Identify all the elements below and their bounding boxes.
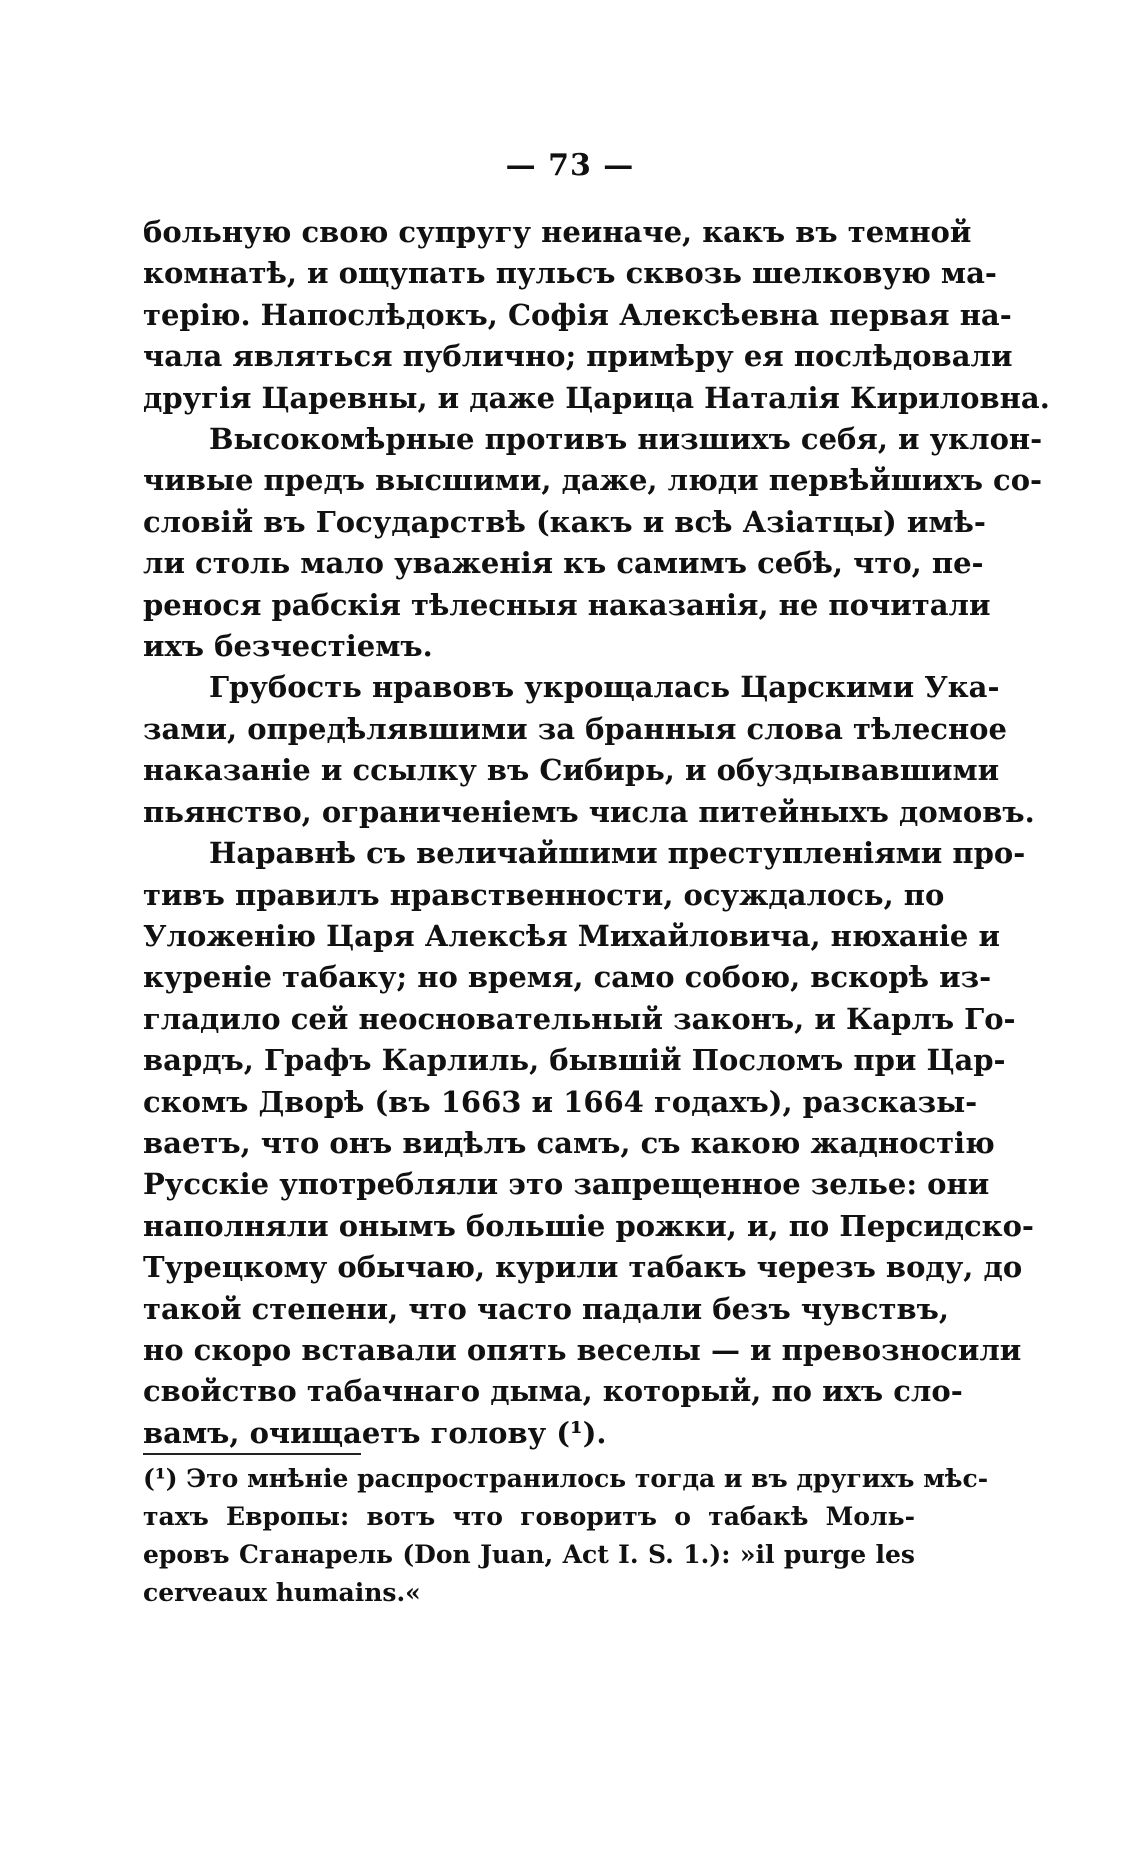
text-line: словій въ Государствѣ (какъ и всѣ Азіатцы) имѣ- xyxy=(143,504,986,539)
text-line: наказаніе и ссылку въ Сибирь, и обуздывавшими xyxy=(143,753,1000,788)
text-line: но скоро вставали опять веселы — и превозносили xyxy=(143,1332,1022,1367)
text-line: ли столь мало уваженія къ самимъ себѣ, что, пе- xyxy=(143,546,984,581)
text-line: зами, опредѣлявшими за бранныя слова тѣлесное xyxy=(143,711,1007,746)
text-line: тивъ правилъ нравственности, осуждалось, по xyxy=(143,877,945,912)
footnote xyxy=(143,1460,989,1612)
text-line: скомъ Дворѣ (въ 1663 и 1664 годахъ), разсказы- xyxy=(143,1084,978,1119)
footnote-divider xyxy=(143,1453,361,1455)
text-line: терію. Напослѣдокъ, Софія Алексѣевна первая на- xyxy=(143,297,1012,332)
text-line: вамъ, очищаетъ голову (¹). xyxy=(143,1415,607,1450)
text-line: ренося рабскія тѣлесныя наказанія, не почитали xyxy=(143,587,991,622)
text-line: Наравнѣ съ величайшими преступленіями про- xyxy=(209,836,1026,871)
footnote-line: cerveaux humains.« xyxy=(143,1578,421,1607)
paragraph-1 xyxy=(143,212,1050,419)
text-line: чала являться публично; примѣру ея послѣдовали xyxy=(143,339,1013,374)
text-line: комнатѣ, и ощупать пульсъ сквозь шелковую ма- xyxy=(143,256,997,291)
main-text xyxy=(143,212,1050,1454)
footnote-line: (¹) Это мнѣніе распространилось тогда и въ другихъ мѣс- xyxy=(143,1464,989,1493)
text-line: Высокомѣрные противъ низшихъ себя, и уклон- xyxy=(209,422,1043,457)
text-line: ваетъ, что онъ видѣлъ самъ, съ какою жадностію xyxy=(143,1125,995,1160)
paragraph-3 xyxy=(143,667,1035,833)
text-line: Русскіе употребляли это запрещенное зелье: они xyxy=(143,1167,990,1202)
text-line: куреніе табаку; но время, само собою, вскорѣ из- xyxy=(143,960,992,995)
text-line: Турецкому обычаю, курили табакъ черезъ воду, до xyxy=(143,1250,1023,1285)
page-number: — 73 — xyxy=(505,148,635,183)
text-line: вардъ, Графъ Карлиль, бывшій Посломъ при Цар- xyxy=(143,1043,1006,1078)
footnote-line: еровъ Сганарель (Don Juan, Act I. S. 1.): »il purge les xyxy=(143,1540,915,1569)
text-line: гладило сей неосновательный законъ, и Карлъ Го- xyxy=(143,1001,1016,1036)
text-line: Грубость нравовъ укрощалась Царскими Ука- xyxy=(209,670,1000,705)
text-line: другія Царевны, и даже Царица Наталія Кириловна. xyxy=(143,380,1050,415)
footnote-line: тахъ Европы: вотъ что говоритъ о табакѣ Моль- xyxy=(143,1502,915,1531)
text-line: Уложенію Царя Алексѣя Михайловича, нюханіе и xyxy=(143,918,1000,953)
text-line: такой степени, что часто падали безъ чувствъ, xyxy=(143,1291,949,1326)
paragraph-4 xyxy=(143,833,1034,1454)
text-line: пьянство, ограниченіемъ числа питейныхъ домовъ. xyxy=(143,794,1035,829)
text-line: ихъ безчестіемъ. xyxy=(143,629,433,664)
text-line: чивые предъ высшими, даже, люди первѣйшихъ со- xyxy=(143,463,1043,498)
text-line: наполняли онымъ большіе рожки, и, по Персидско- xyxy=(143,1208,1034,1243)
paragraph-2 xyxy=(143,419,1043,667)
text-line: свойство табачнаго дыма, который, по ихъ сло- xyxy=(143,1374,963,1409)
text-line: больную свою супругу неиначе, какъ въ темной xyxy=(143,215,972,249)
